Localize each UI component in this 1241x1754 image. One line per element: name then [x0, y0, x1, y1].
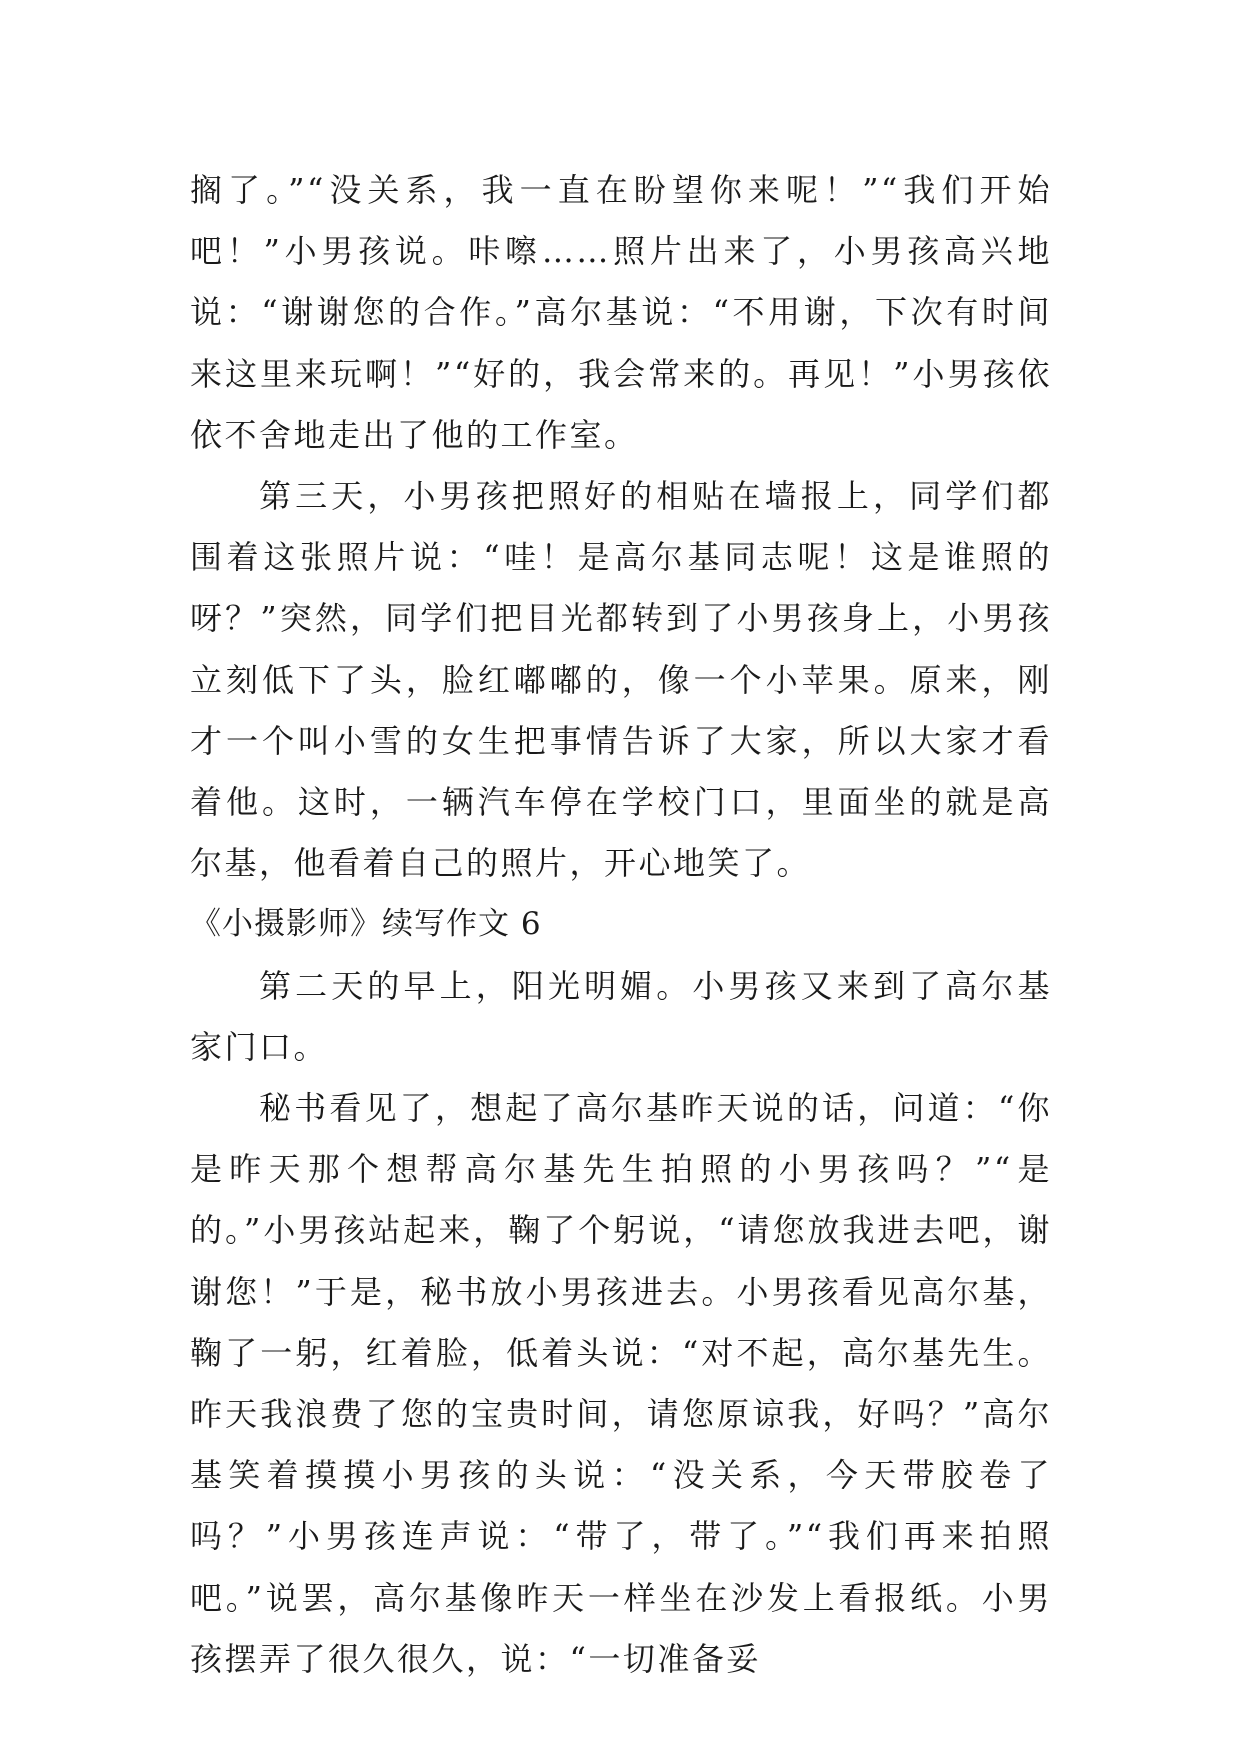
paragraph-secretary: 秘书看见了，想起了高尔基昨天说的话，问道：“你是昨天那个想帮高尔基先生拍照的小男孩吗？”“是的。”小男孩站起来，鞠了个躬说，“请您放我进去吧，谢谢您！”于是，秘书放小男孩进去。小男孩看见高尔基，鞠了一躬，红着脸，低着头说：“对不起，高尔基先生。昨天我浪费了您的宝贵时间，请您原谅我，好吗？”高尔基笑着摸摸小男孩的头说：“没关系，今天带胶卷了吗？”小男孩连声说：“带了，带了。”“我们再来拍照吧。”说罢，高尔基像昨天一样坐在沙发上看报纸。小男孩摆弄了很久很久，说：“一切准备妥 — [190, 1089, 1052, 1678]
section-title: 《小摄影师》续写作文 6 — [190, 906, 542, 943]
paragraph-next-morning: 第二天的早上，阳光明媚。小男孩又来到了高尔基家门口。 — [190, 966, 1052, 1066]
document-body — [190, 160, 1052, 1690]
paragraph-third-day: 第三天，小男孩把照好的相贴在墙报上，同学们都围着这张照片说：“哇！是高尔基同志呢！这是谁照的呀？”突然，同学们把目光都转到了小男孩身上，小男孩立刻低下了头，脸红嘟嘟的，像一个小苹果。原来，刚才一个叫小雪的女生把事情告诉了大家，所以大家才看着他。这时，一辆汽车停在学校门口，里面坐的就是高尔基，他看着自己的照片，开心地笑了。 — [190, 477, 1052, 883]
paragraph-continuation: 搁了。”“没关系，我一直在盼望你来呢！”“我们开始吧！”小男孩说。咔嚓……照片出来了，小男孩高兴地说：“谢谢您的合作。”高尔基说：“不用谢，下次有时间来这里来玩啊！”“好的，我会常来的。再见！”小男孩依依不舍地走出了他的工作室。 — [190, 171, 1052, 454]
